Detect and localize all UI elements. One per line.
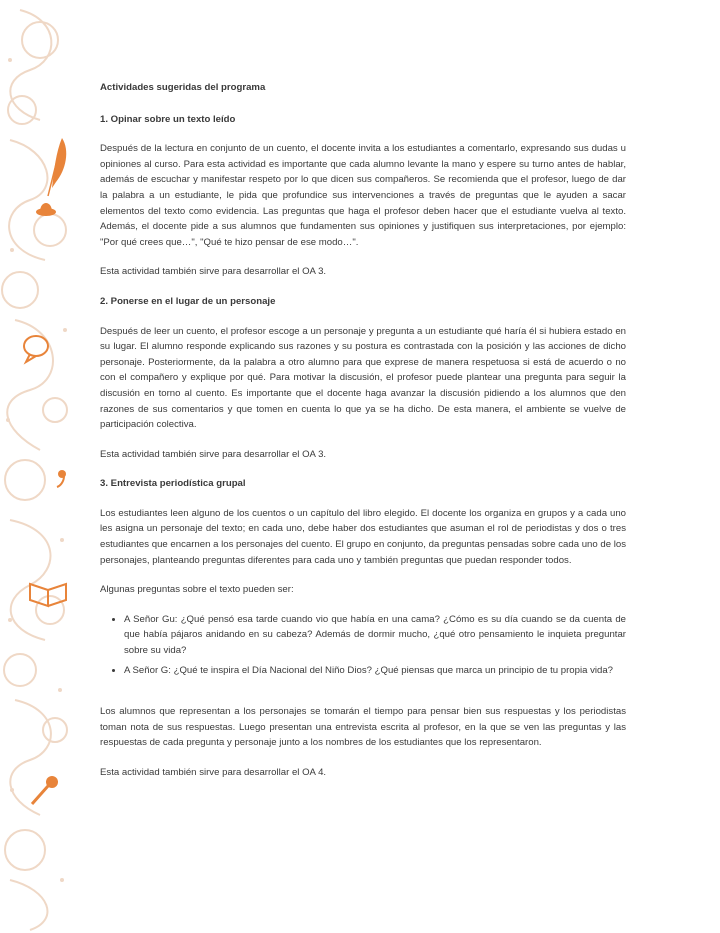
section-3-heading: 3. Entrevista periodística grupal <box>100 478 246 490</box>
comma-icon <box>57 470 66 487</box>
document-body <box>100 80 626 795</box>
list-item: • A Señor G: ¿Qué te inspira el Día Nacional del Niño Dios? ¿Qué piensas que marca un principio de tu propia vida? <box>124 663 626 679</box>
section-2-paragraph: Después de leer un cuento, el profesor escoge a un personaje y pregunta a un estudiante qué haría él si hubiera estado en su lugar. El alumno responde explicando sus razones y su postura es contrastada con la posición y las acciones de dicho personaje. Posteriormente, da la palabra a otro alumno para que exprese de manera respetuosa si está de acuerdo o no con el compañero y explique por qué. Para motivar la discusión, el profesor puede plantear una pregunta para seguir la discusión en torno al cuento. Es importante que el docente haga avanzar la discusión pidiendo a los alumnos que den razones de sus comentarios y que tomen en cuenta lo que ya se ha dicho. De esta manera, el ambiente se vuelve de participación colectiva. <box>100 325 626 431</box>
section-3-closing: Los alumnos que representan a los personajes se tomarán el tiempo para pensar bien sus respuestas y los periodistas toman nota de sus respuestas. Luego presentan una entrevista escrita al profesor, en la que se ven las preguntas y las respuestas de cada pregunta y personaje junto a los nombres de los estudiantes que los representaron. <box>100 706 626 749</box>
section-3-paragraph: Los estudiantes leen alguno de los cuentos o un capítulo del libro elegido. El docente los organiza en grupos y a cada uno les asigna un personaje del texto; en cada uno, debe haber dos estudiantes que asuman el rol de periodistas y dos o tres estudiantes que encarnen a los personajes del cuento. El grupo en conjunto, da preguntas pensadas sobre cada uno de los personajes, planteando preguntas diferentes para cada uno y también preguntas que puedan responder todos. <box>100 507 626 566</box>
section-2-note: Esta actividad también sirve para desarrollar el OA 3. <box>100 448 327 460</box>
list-item: • A Señor Gu: ¿Qué pensó esa tarde cuando vio que había en una cama? ¿Cómo es su día cuando se da cuenta de que había pájaros anidando en su cabeza? Además de dormir mucho, ¿qué otro pensamiento le inquieta preguntar sobre su vida? <box>124 612 626 659</box>
section-1-note: Esta actividad también sirve para desarrollar el OA 3. <box>100 266 327 278</box>
question-list <box>100 612 626 678</box>
section-3-note: Esta actividad también sirve para desarrollar el OA 4. <box>100 767 327 778</box>
open-book-icon <box>30 584 66 606</box>
decorative-border <box>0 0 78 933</box>
section-1-heading: 1. Opinar sobre un texto leído <box>100 113 236 125</box>
section-3-intro: Algunas preguntas sobre el texto pueden ser: <box>100 584 294 596</box>
hat-icon <box>36 203 56 216</box>
microphone-icon <box>32 776 58 804</box>
document-title: Actividades sugeridas del programa <box>100 82 266 93</box>
feather-icon <box>48 138 66 196</box>
section-1-paragraph: Después de la lectura en conjunto de un cuento, el docente invita a los estudiantes a comentarlo, expresando sus dudas u opiniones al curso. Para esta actividad es importante que cada alumno levante la mano y espere su turno antes de hablar, además de escuchar y manifestar respeto por lo que dicen sus compañeros. Se recomienda que el profesor, luego de dar la palabra a un estudiante, le pida que profundice sus intervenciones a través de preguntas que le ayuden a sacar elementos del texto como evidencia. Las preguntas que haga el profesor deben hacer que el estudiante vuelva al texto. Además, el docente pide a sus alumnos que fundamenten sus opiniones y justifiquen sus interpretaciones, por ejemplo: "Por qué crees que…", "Qué te hizo pensar de ese modo…". <box>100 143 626 248</box>
speech-bubble-icon <box>24 336 48 362</box>
section-2-heading: 2. Ponerse en el lugar de un personaje <box>100 295 276 307</box>
